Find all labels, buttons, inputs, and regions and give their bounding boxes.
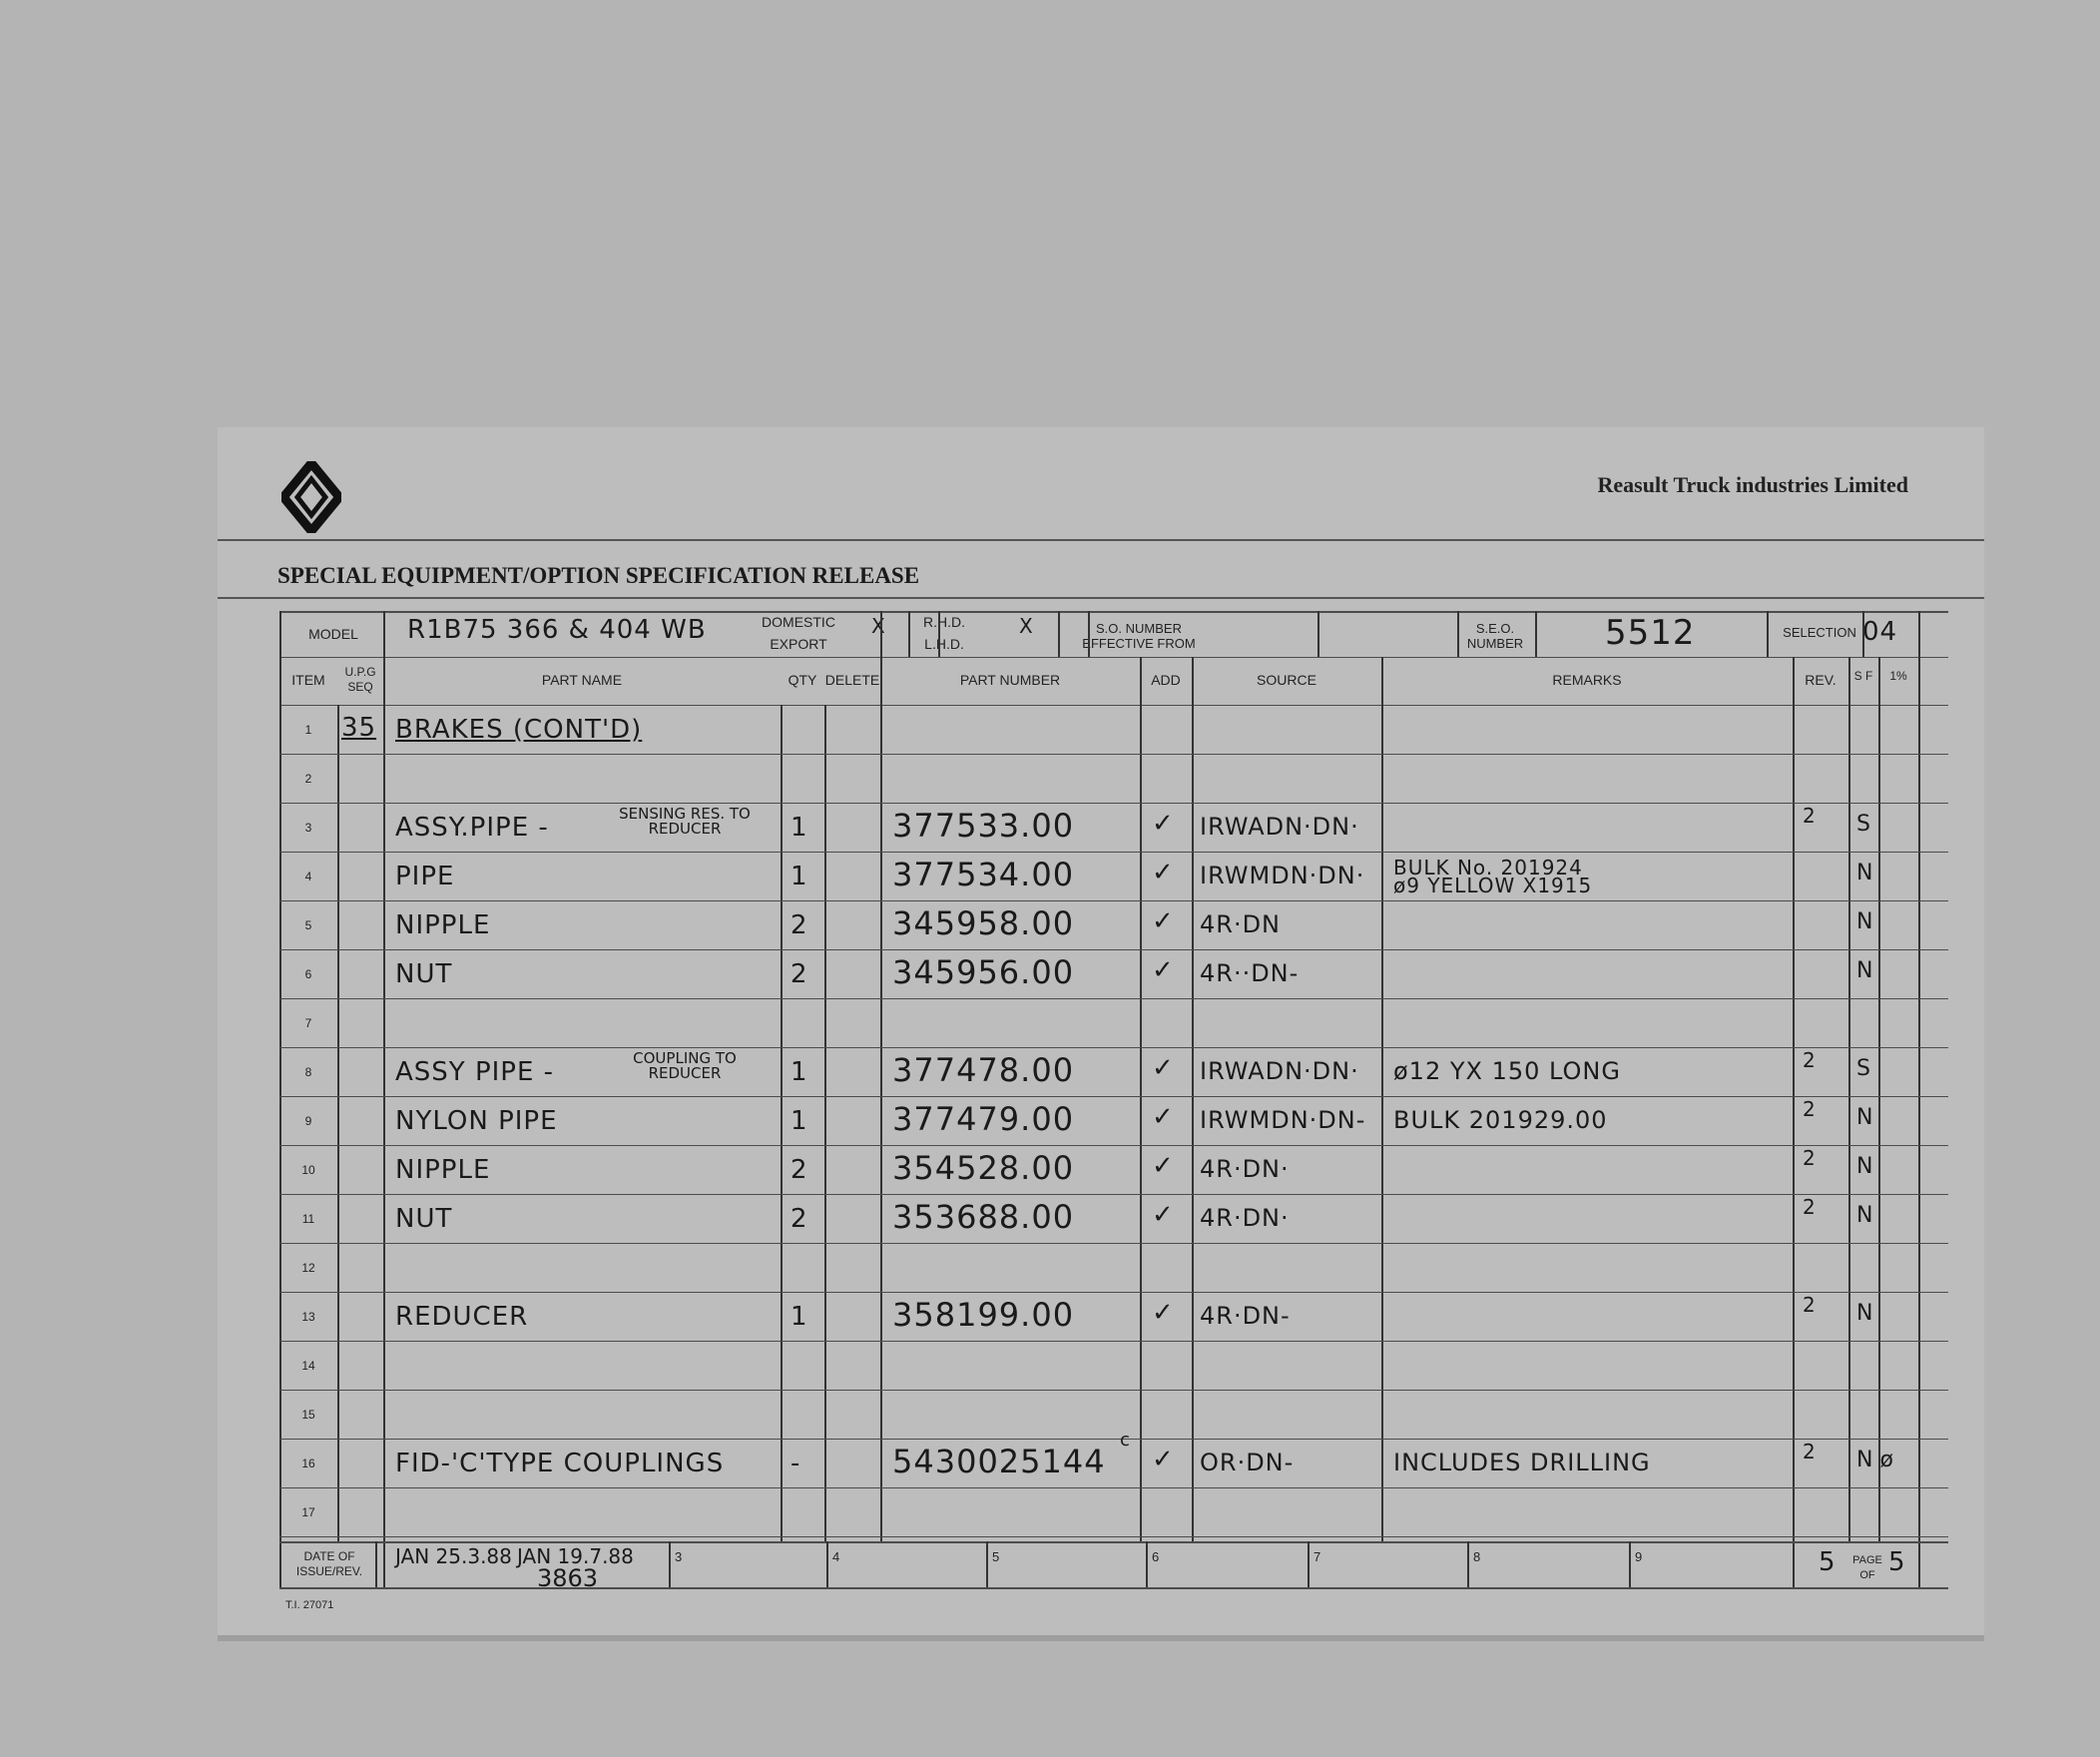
footer-slot-divider: [669, 1541, 671, 1587]
row-sf: N: [1856, 1105, 1873, 1130]
row-qty: 2: [790, 1155, 808, 1185]
row-part-name: NYLON PIPE: [395, 1106, 558, 1136]
col-source: SOURCE: [1257, 672, 1316, 688]
row-rev: 2: [1803, 804, 1816, 828]
row-line: [279, 1194, 1948, 1195]
row-item-number: 11: [301, 1212, 315, 1226]
col-part-name: PART NAME: [541, 672, 623, 688]
row-add-check: ✓: [1152, 1445, 1175, 1474]
col-delete: DELETE: [824, 672, 880, 688]
row-part-name: NIPPLE: [395, 1155, 491, 1185]
footer-slot-number: 5: [992, 1549, 1000, 1564]
model-value: R1B75 366 & 404 WB: [407, 615, 707, 645]
row-item-number: 12: [301, 1261, 315, 1275]
footer-slot-divider: [1308, 1541, 1310, 1587]
row-qty: 2: [790, 910, 808, 940]
row-line: [279, 1047, 1948, 1048]
row-source: 4R·DN-: [1200, 1302, 1291, 1330]
row-line: [279, 754, 1948, 755]
row-item-number: 17: [301, 1505, 315, 1519]
row-part-name: NUT: [395, 959, 453, 989]
row-line: [279, 998, 1948, 999]
row-line: [279, 1536, 1948, 1537]
row-line: [279, 1096, 1948, 1097]
row-line: [279, 1292, 1948, 1293]
row-rev: 2: [1803, 1097, 1816, 1121]
row-source: IRWADN·DN·: [1200, 1057, 1359, 1085]
row-rev: 2: [1803, 1195, 1816, 1219]
row-item-number: 6: [304, 967, 312, 981]
col-add: ADD: [1151, 672, 1181, 688]
row-sf: N: [1856, 1301, 1873, 1326]
row-line: [279, 1341, 1948, 1342]
row-rev: 2: [1803, 1293, 1816, 1317]
seo-number-value: 5512: [1605, 613, 1696, 653]
row-item-number: 4: [304, 870, 312, 883]
row-item-number: 5: [304, 918, 312, 932]
footer-slot-number: 7: [1313, 1549, 1321, 1564]
footer-slot-number: 8: [1473, 1549, 1481, 1564]
footer-slot-number: 3: [675, 1549, 683, 1564]
row-item-number: 8: [304, 1065, 312, 1079]
domestic-label: DOMESTIC: [762, 614, 835, 630]
selection-value: 04: [1862, 617, 1898, 647]
row-add-check: ✓: [1152, 1151, 1175, 1181]
row-part-number: 377533.00: [892, 807, 1075, 845]
seo-number-label: S.E.O. NUMBER: [1466, 621, 1524, 651]
row-qty: 1: [790, 1302, 808, 1332]
row-qty: 1: [790, 1106, 808, 1136]
row-sf: N: [1856, 909, 1873, 934]
row-add-check: ✓: [1152, 809, 1175, 839]
col-sf: S F: [1853, 669, 1873, 683]
row-remarks-2: ø9 YELLOW X1915: [1393, 874, 1593, 897]
row-add-check: ✓: [1152, 1053, 1175, 1083]
row-sf: N: [1856, 1203, 1873, 1228]
row-line: [279, 1390, 1948, 1391]
row-part-name-note: COUPLING TO REDUCER: [633, 1049, 737, 1082]
footer-slot-divider: [1629, 1541, 1631, 1587]
row-part-name: PIPE: [395, 862, 455, 891]
row-rev: 2: [1803, 1048, 1816, 1072]
issue-date-1: JAN 25.3.88: [395, 1544, 512, 1568]
part-number-note: c: [1120, 1430, 1130, 1451]
issue-ref: 3863: [537, 1564, 599, 1592]
row-item-number: 2: [304, 772, 312, 786]
row-part-number: 345958.00: [892, 904, 1075, 942]
row-upg-seq: 35: [341, 713, 377, 743]
row-add-check: ✓: [1152, 955, 1175, 985]
row-source: OR·DN-: [1200, 1449, 1295, 1476]
row-line: [279, 803, 1948, 804]
row-qty: 1: [790, 1057, 808, 1087]
row-line: [279, 1487, 1948, 1488]
row-sf: N ø: [1856, 1448, 1893, 1472]
row-sf: S: [1856, 1056, 1870, 1081]
row-part-number: 377534.00: [892, 856, 1075, 893]
row-line: [279, 949, 1948, 950]
row-part-name: NIPPLE: [395, 910, 491, 940]
rhd-mark: X: [1019, 614, 1033, 638]
footer-slot-number: 4: [832, 1549, 840, 1564]
title-divider: [218, 597, 1984, 599]
row-source: 4R·DN·: [1200, 1204, 1290, 1232]
col-pct: 1%: [1889, 669, 1907, 683]
row-source: IRWMDN·DN·: [1200, 862, 1365, 889]
row-qty: -: [790, 1449, 801, 1478]
col-qty: QTY: [788, 672, 817, 688]
row-part-name: ASSY.PIPE -: [395, 813, 549, 843]
top-divider: [218, 539, 1984, 541]
row-part-name: BRAKES (CONT'D): [395, 715, 643, 745]
row-sf: N: [1856, 861, 1873, 885]
footer-divider: [375, 1541, 377, 1587]
row-part-name: NUT: [395, 1204, 453, 1234]
row-item-number: 10: [301, 1163, 315, 1177]
page-number: 5: [1819, 1547, 1837, 1577]
col-remarks: REMARKS: [1552, 672, 1622, 688]
form-code: T.I. 27071: [285, 1599, 334, 1611]
row-remarks: BULK 201929.00: [1393, 1106, 1608, 1134]
selection-label: SELECTION: [1783, 625, 1856, 640]
row-item-number: 3: [304, 821, 312, 835]
row-part-name: FID-'C'TYPE COUPLINGS: [395, 1449, 725, 1478]
lhd-label: L.H.D.: [924, 636, 964, 652]
row-part-number: 354528.00: [892, 1149, 1075, 1187]
footer-slot-divider: [1467, 1541, 1469, 1587]
date-of-issue-label: DATE OF ISSUE/REV.: [295, 1549, 363, 1578]
row-qty: 2: [790, 959, 808, 989]
rhd-label: R.H.D.: [923, 614, 965, 630]
col-item: ITEM: [291, 672, 325, 688]
row-qty: 2: [790, 1204, 808, 1234]
row-item-number: 13: [301, 1310, 315, 1324]
row-remarks: BULK No. 201924: [1393, 856, 1583, 879]
col-rev: REV.: [1805, 672, 1837, 688]
row-item-number: 1: [304, 723, 312, 737]
footer-slot-divider: [826, 1541, 828, 1587]
row-add-check: ✓: [1152, 1102, 1175, 1132]
row-line: [279, 852, 1948, 853]
row-add-check: ✓: [1152, 1298, 1175, 1328]
renault-logo-icon: [281, 461, 341, 533]
row-source: 4R·DN·: [1200, 1155, 1290, 1183]
row-rev: 2: [1803, 1440, 1816, 1464]
issue-date-2: JAN 19.7.88: [517, 1544, 634, 1568]
export-label: EXPORT: [770, 636, 827, 652]
row-add-check: ✓: [1152, 858, 1175, 887]
row-add-check: ✓: [1152, 1200, 1175, 1230]
row-part-number: 358199.00: [892, 1296, 1075, 1334]
page-of-label: PAGE OF: [1852, 1554, 1882, 1581]
row-line: [279, 1243, 1948, 1244]
company-name: Reasult Truck industries Limited: [1597, 472, 1908, 497]
row-source: 4R·DN: [1200, 910, 1282, 938]
row-part-number: 377479.00: [892, 1100, 1075, 1138]
footer-slot-number: 6: [1152, 1549, 1160, 1564]
row-part-number: 345956.00: [892, 953, 1075, 991]
spec-release-form: [218, 427, 1984, 1635]
footer-slot-number: 9: [1635, 1549, 1643, 1564]
row-part-name-note: SENSING RES. TO REDUCER: [619, 805, 751, 838]
footer-slot-divider: [1146, 1541, 1148, 1587]
row-qty: 1: [790, 813, 808, 843]
model-label: MODEL: [308, 626, 358, 642]
row-part-number: 377478.00: [892, 1051, 1075, 1089]
row-line: [279, 1439, 1948, 1440]
row-part-name: REDUCER: [395, 1302, 529, 1332]
row-source: 4R··DN-: [1200, 959, 1300, 987]
row-source: IRWMDN·DN-: [1200, 1106, 1366, 1134]
row-remarks: ø12 YX 150 LONG: [1393, 1057, 1621, 1085]
row-item-number: 16: [301, 1457, 315, 1470]
row-sf: N: [1856, 958, 1873, 983]
row-line: [279, 1145, 1948, 1146]
row-part-name: ASSY PIPE -: [395, 1057, 555, 1087]
parts-grid: [279, 611, 1948, 1611]
row-part-number: 353688.00: [892, 1198, 1075, 1236]
row-add-check: ✓: [1152, 906, 1175, 936]
row-remarks: INCLUDES DRILLING: [1393, 1449, 1651, 1476]
row-item-number: 9: [304, 1114, 312, 1128]
row-qty: 1: [790, 862, 808, 891]
row-sf: N: [1856, 1154, 1873, 1179]
domestic-mark: X: [871, 614, 885, 638]
col-upg: U.P.G SEQ: [344, 665, 376, 694]
row-part-number: 5430025144: [892, 1443, 1106, 1480]
page-total: 5: [1888, 1547, 1906, 1577]
row-line: [279, 900, 1948, 901]
row-source: IRWADN·DN·: [1200, 813, 1359, 841]
row-sf: S: [1856, 812, 1870, 837]
footer-slot-divider: [986, 1541, 988, 1587]
row-item-number: 15: [301, 1408, 315, 1422]
form-title: SPECIAL EQUIPMENT/OPTION SPECIFICATION RELEASE: [277, 563, 920, 588]
row-item-number: 7: [304, 1016, 312, 1030]
so-number-label: S.O. NUMBER EFFECTIVE FROM: [1082, 621, 1196, 651]
row-rev: 2: [1803, 1146, 1816, 1170]
row-item-number: 14: [301, 1359, 315, 1373]
col-part-number: PART NUMBER: [959, 672, 1061, 688]
